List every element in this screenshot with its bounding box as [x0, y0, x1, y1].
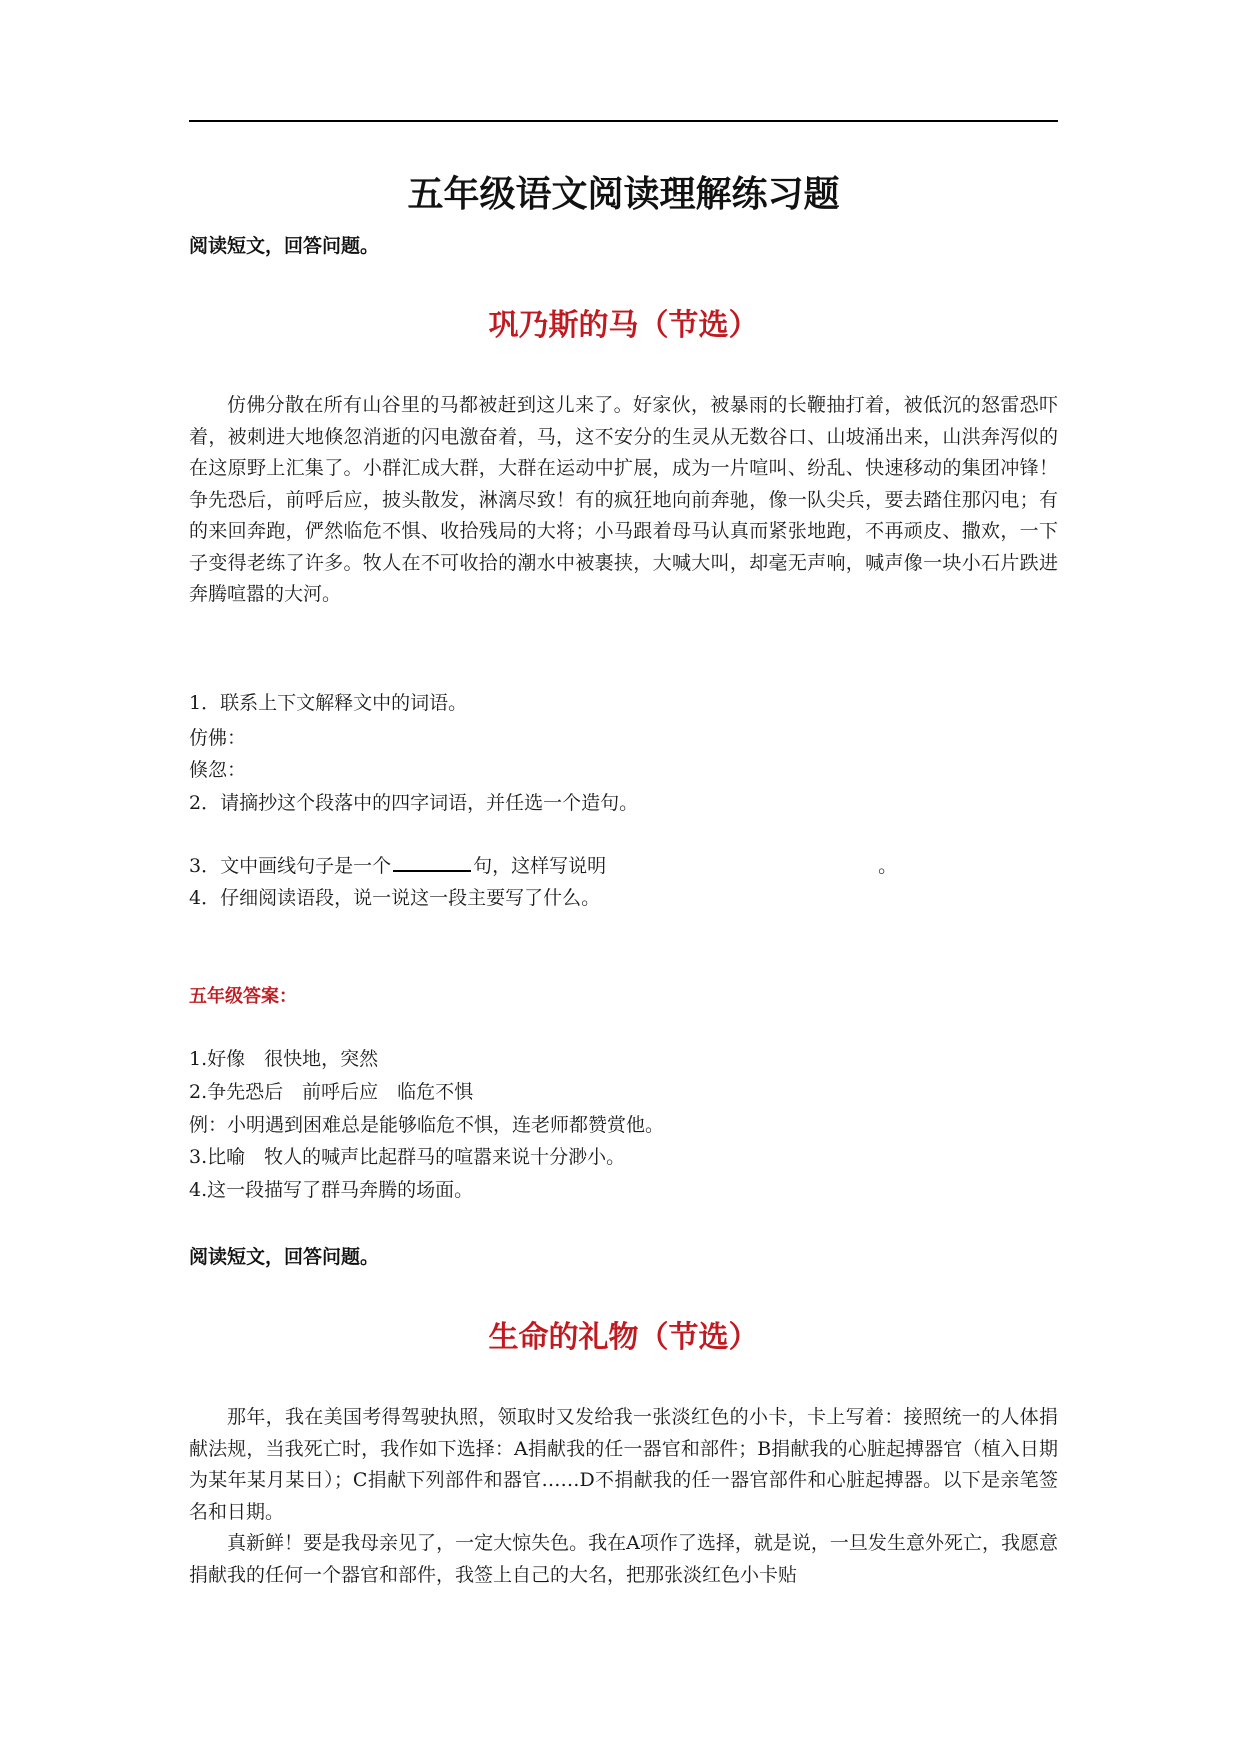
question-3-blank[interactable] — [393, 852, 471, 872]
question-3 — [189, 852, 1058, 879]
section1-paragraph: 仿佛分散在所有山谷里的马都被赶到这儿来了。好家伙，被暴雨的长鞭抽打着，被低沉的怒雷恐吓着，被刺进大地倏忽消逝的闪电激奋着，马，这不安分的生灵从无数谷口、山坡涌出来，山洪奔泻似的在这原野上汇集了。小群汇成大群，大群在运动中扩展，成为一片喧叫、纷乱、快速移动的集团冲锋！争先恐后，前呼后应，披头散发，淋漓尽致！有的疯狂地向前奔驰，像一队尖兵，要去踏住那闪电；有的来回奔跑，俨然临危不惧、收拾残局的大将；小马跟着母马认真而紧张地跑，不再顽皮、撒欢，一下子变得老练了许多。牧人在不可收拾的潮水中被裹挟，大喊大叫，却毫无声响，喊声像一块小石片跌进奔腾喧嚣的大河。 — [189, 394, 1058, 605]
question-3-end: 。 — [878, 855, 898, 877]
question-2: 2．请摘抄这个段落中的四字词语，并任选一个造句。 — [189, 792, 639, 814]
answer-1: 1.好像 很快地，突然 — [189, 1048, 379, 1070]
section2-paragraph-2: 真新鲜！要是我母亲见了，一定大惊失色。我在A项作了选择，就是说，一旦发生意外死亡，我愿意捐献我的任何一个器官和部件，我签上自己的大名，把那张淡红色小卡贴 — [189, 1532, 1058, 1586]
section2-story-title: 生命的礼物（节选） — [488, 1320, 759, 1355]
question-3-mid: 句，这样写说明 — [473, 855, 607, 877]
page-title: 五年级语文阅读理解练习题 — [407, 174, 840, 215]
answer-2-example: 例：小明遇到困难总是能够临危不惧，连老师都赞赏他。 — [189, 1114, 665, 1136]
section1-story-title: 巩乃斯的马（节选） — [488, 308, 759, 343]
question-1-word-a: 仿佛： — [189, 727, 247, 749]
question-4: 4．仔细阅读语段，说一说这一段主要写了什么。 — [189, 887, 601, 909]
question-1: 1．联系上下文解释文中的词语。 — [189, 692, 468, 714]
answer-3: 3.比喻 牧人的喊声比起群马的喧嚣来说十分渺小。 — [189, 1146, 626, 1168]
question-3-prefix: 3．文中画线句子是一个 — [189, 855, 392, 877]
section1-instruction: 阅读短文，回答问题。 — [189, 235, 380, 257]
header-rule — [189, 120, 1058, 122]
answers-heading: 五年级答案： — [189, 986, 297, 1007]
question-1-word-b: 倏忽： — [189, 759, 247, 781]
section2-paragraph-1: 那年，我在美国考得驾驶执照，领取时又发给我一张淡红色的小卡，卡上写着：接照统一的人体捐献法规，当我死亡时，我作如下选择：A捐献我的任一器官和部件；B捐献我的心脏起搏器官（植入日期为某年某月某日）；C捐献下列部件和器官……D不捐献我的任一器官部件和心脏起搏器。以下是亲笔签名和日期。 — [189, 1406, 1058, 1523]
answer-2: 2.争先恐后 前呼后应 临危不惧 — [189, 1081, 474, 1103]
section2-instruction: 阅读短文，回答问题。 — [189, 1246, 380, 1268]
answer-4: 4.这一段描写了群马奔腾的场面。 — [189, 1179, 474, 1201]
